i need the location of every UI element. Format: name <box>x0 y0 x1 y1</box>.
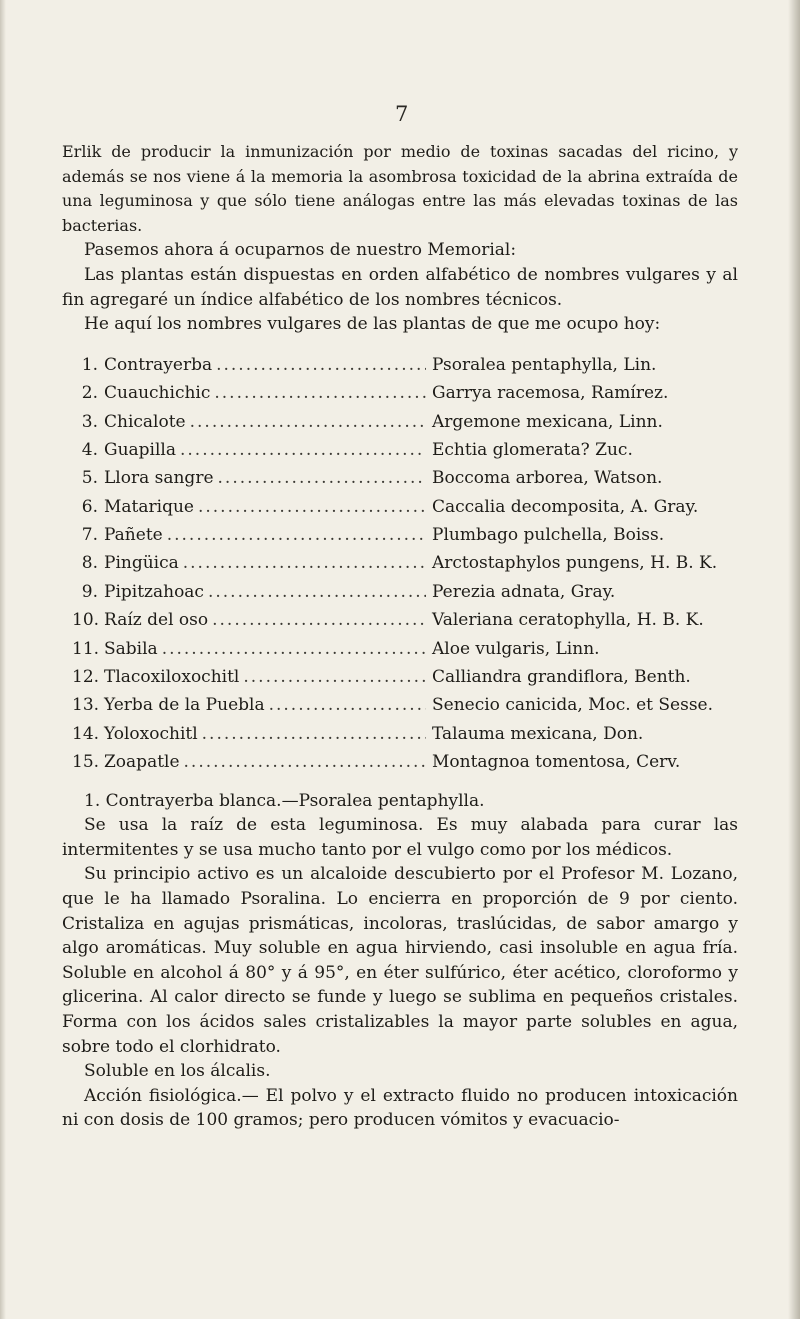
plant-common-name: Yerba de la Puebla <box>104 695 265 716</box>
plant-list-item <box>72 351 738 379</box>
plant-technical-name: Arctostaphylos pungens, H. B. K. <box>432 553 718 574</box>
plant-list-item <box>72 635 738 663</box>
leader-dots <box>269 691 426 719</box>
plant-list-item <box>72 521 738 549</box>
plant-technical-name: Calliandra grandiflora, Benth. <box>432 667 691 688</box>
plant-list-item <box>72 549 738 577</box>
body-paragraph: Acción fisiológica.— El polvo y el extracto fluido no producen intoxicación ni con dosis de 100 gramos; pero producen vómitos y evacuacio- <box>62 1085 738 1131</box>
plant-common-name: Pañete <box>104 525 163 546</box>
leader-dots <box>183 549 426 577</box>
plant-list-item <box>72 663 738 691</box>
plant-number: 11. <box>72 638 100 659</box>
plant-common-name: Sabila <box>104 638 158 659</box>
plant-technical-name: Perezia adnata, Gray. <box>432 581 616 602</box>
intro-paragraph: Pasemos ahora á ocuparnos de nuestro Memorial: <box>84 240 517 261</box>
plant-common-name: Llora sangre <box>104 468 214 489</box>
plant-technical-name: Caccalia decomposita, A. Gray. <box>432 496 699 517</box>
page-number: 7 <box>395 102 409 126</box>
plant-common-name: Chicalote <box>104 411 186 432</box>
plant-list-item <box>72 720 738 748</box>
plant-technical-name: Echtia glomerata? Zuc. <box>432 439 633 460</box>
plant-number: 5. <box>81 468 98 489</box>
plant-technical-name: Argemone mexicana, Linn. <box>432 411 663 432</box>
plant-number: 3. <box>81 411 98 432</box>
plant-technical-name: Montagnoa tomentosa, Cerv. <box>432 752 681 773</box>
body-paragraph: Se usa la raíz de esta leguminosa. Es muy alabada para curar las intermitentes y se usa mucho tanto por el vulgo como por los médicos. <box>62 815 738 860</box>
plant-list-item <box>72 493 738 521</box>
plant-technical-name: Boccoma arborea, Watson. <box>432 468 663 489</box>
leader-dots <box>184 748 426 776</box>
plant-common-name: Raíz del oso <box>104 610 209 631</box>
plant-technical-name: Talauma mexicana, Don. <box>432 723 644 744</box>
plant-common-name: Tlacoxiloxochitl <box>104 667 240 688</box>
leader-dots <box>198 493 426 521</box>
body-paragraph: Soluble en los álcalis. <box>84 1061 271 1082</box>
plant-common-name: Pipitzahoac <box>104 581 204 602</box>
page-text <box>62 140 738 1133</box>
plant-common-name: Contrayerba <box>104 354 213 375</box>
plant-technical-name: Garrya racemosa, Ramírez. <box>432 383 669 404</box>
leader-dots <box>180 436 426 464</box>
plant-common-name: Pingüica <box>104 553 179 574</box>
plant-common-name: Guapilla <box>104 439 176 460</box>
section-heading: 1. Contrayerba blanca.—Psoralea pentaphylla. <box>84 790 485 811</box>
plant-list-item <box>72 606 738 634</box>
plant-number: 1. <box>81 354 98 375</box>
leader-dots <box>190 408 426 436</box>
page-left-edge <box>0 0 6 1319</box>
plant-technical-name: Valeriana ceratophylla, H. B. K. <box>432 610 704 631</box>
leader-dots <box>162 635 426 663</box>
plant-technical-name: Psoralea pentaphylla, Lin. <box>432 354 657 375</box>
plant-list <box>72 351 738 777</box>
leader-dots <box>218 464 426 492</box>
plant-common-name: Zoapatle <box>104 752 180 773</box>
plant-technical-name: Senecio canicida, Moc. et Sesse. <box>432 695 714 716</box>
plant-number: 4. <box>81 439 98 460</box>
leader-dots <box>212 606 426 634</box>
plant-number: 7. <box>81 525 98 546</box>
plant-number: 10. <box>72 610 100 631</box>
body-paragraph: Su principio activo es un alcaloide descubierto por el Profesor M. Lozano, que le ha llamado Psoralina. Lo encierra en proporción de 9 por ciento. Cristaliza en agujas prismáticas, incoloras, traslúcidas, de sabor amargo y algo aromáticas. Muy soluble en agua hirviendo, casi insoluble en agua fría. Soluble en alcohol á 80° y á 95°, en éter sulfúrico, éter acético, cloroformo y glicerina. Al calor directo se funde y luego se sublima en pequeños cristales. Forma con los ácidos sales cristalizables la mayor parte solubles en agua, sobre todo el clorhidrato. <box>62 864 738 1057</box>
leader-dots <box>243 663 426 691</box>
plant-common-name: Yoloxochitl <box>104 723 198 744</box>
plant-list-item <box>72 464 738 492</box>
leader-dots <box>202 720 426 748</box>
plant-list-item <box>72 691 738 719</box>
plant-common-name: Matarique <box>104 496 194 517</box>
plant-list-item <box>72 748 738 776</box>
page-right-edge <box>788 0 800 1319</box>
plant-technical-name: Aloe vulgaris, Linn. <box>432 638 600 659</box>
plant-number: 12. <box>72 667 100 688</box>
intro-paragraph: Las plantas están dispuestas en orden alfabético de nombres vulgares y al fin agregaré un índice alfabético de los nombres técnicos. <box>62 264 738 310</box>
plant-number: 2. <box>81 383 98 404</box>
plant-list-item <box>72 578 738 606</box>
plant-list-item <box>72 379 738 407</box>
leader-dots <box>216 351 426 379</box>
leader-dots <box>208 578 426 606</box>
intro-paragraph: Erlik de producir la inmunización por medio de toxinas sacadas del ricino, y además se nos viene á la memoria la asombrosa toxicidad de la abrina extraída de una leguminosa y que sólo tiene análogas entre las más elevadas toxinas de las bacterias. <box>62 142 738 235</box>
plant-technical-name: Plumbago pulchella, Boiss. <box>432 525 665 546</box>
plant-list-item <box>72 408 738 436</box>
plant-number: 8. <box>81 553 98 574</box>
intro-paragraph: He aquí los nombres vulgares de las plantas de que me ocupo hoy: <box>84 314 661 335</box>
plant-list-item <box>72 436 738 464</box>
plant-number: 13. <box>72 695 100 716</box>
plant-number: 9. <box>81 581 98 602</box>
leader-dots <box>167 521 426 549</box>
plant-number: 14. <box>72 723 100 744</box>
plant-number: 6. <box>81 496 98 517</box>
plant-number: 15. <box>72 752 100 773</box>
leader-dots <box>214 379 426 407</box>
plant-common-name: Cuauchichic <box>104 383 211 404</box>
